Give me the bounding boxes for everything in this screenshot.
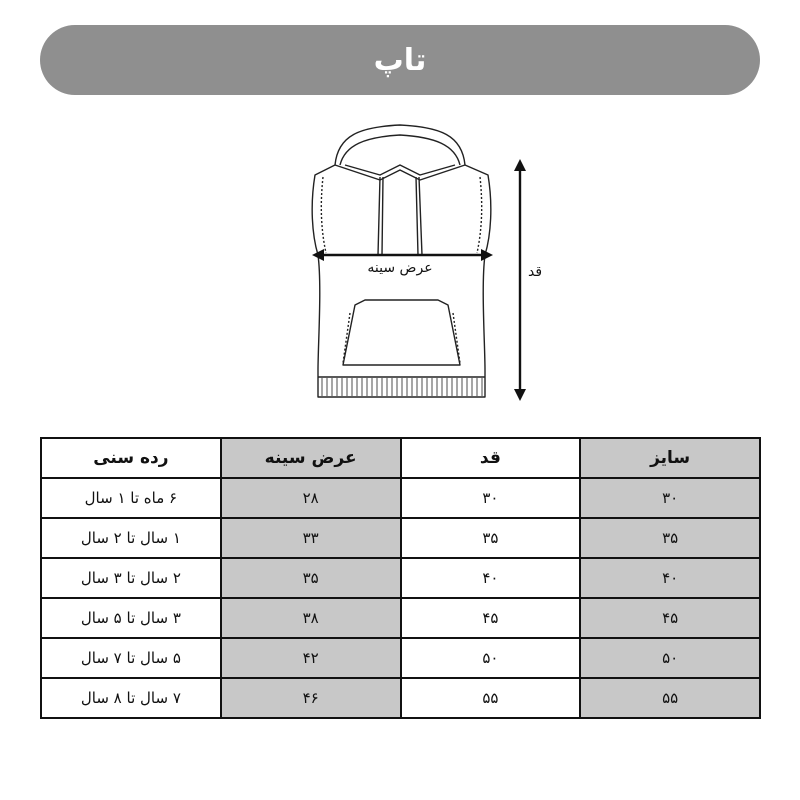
cell-chest-width: ۴۶ bbox=[221, 678, 401, 718]
size-table bbox=[40, 437, 761, 719]
title-banner bbox=[40, 25, 760, 95]
cell-chest-width: ۲۸ bbox=[221, 478, 401, 518]
cell-chest-width: ۳۵ bbox=[221, 558, 401, 598]
cell-age-range: ۳ سال تا ۵ سال bbox=[41, 598, 221, 638]
header-size: سایز bbox=[580, 438, 760, 478]
header-age-range: رده سنی bbox=[41, 438, 221, 478]
chest-width-label: عرض سینه bbox=[367, 260, 433, 276]
cell-age-range: ۶ ماه تا ۱ سال bbox=[41, 478, 221, 518]
table-header-row bbox=[41, 438, 760, 478]
cell-chest-width: ۳۸ bbox=[221, 598, 401, 638]
cell-size: ۵۵ bbox=[580, 678, 760, 718]
cell-age-range: ۷ سال تا ۸ سال bbox=[41, 678, 221, 718]
cell-height: ۳۵ bbox=[401, 518, 581, 558]
table-row bbox=[41, 598, 760, 638]
table-row bbox=[41, 478, 760, 518]
table-row bbox=[41, 638, 760, 678]
cell-size: ۴۵ bbox=[580, 598, 760, 638]
page-title: تاپ bbox=[373, 42, 427, 78]
header-height: قد bbox=[401, 438, 581, 478]
table-row bbox=[41, 558, 760, 598]
header-chest-width: عرض سینه bbox=[221, 438, 401, 478]
cell-size: ۴۰ bbox=[580, 558, 760, 598]
cell-height: ۵۵ bbox=[401, 678, 581, 718]
cell-age-range: ۱ سال تا ۲ سال bbox=[41, 518, 221, 558]
table-row bbox=[41, 678, 760, 718]
cell-height: ۵۰ bbox=[401, 638, 581, 678]
cell-chest-width: ۴۲ bbox=[221, 638, 401, 678]
cell-age-range: ۵ سال تا ۷ سال bbox=[41, 638, 221, 678]
cell-height: ۴۵ bbox=[401, 598, 581, 638]
cell-size: ۵۰ bbox=[580, 638, 760, 678]
cell-size: ۳۵ bbox=[580, 518, 760, 558]
cell-height: ۴۰ bbox=[401, 558, 581, 598]
cell-size: ۳۰ bbox=[580, 478, 760, 518]
cell-age-range: ۲ سال تا ۳ سال bbox=[41, 558, 221, 598]
height-label: قد bbox=[527, 264, 543, 280]
table-row bbox=[41, 518, 760, 558]
cell-chest-width: ۳۳ bbox=[221, 518, 401, 558]
cell-height: ۳۰ bbox=[401, 478, 581, 518]
